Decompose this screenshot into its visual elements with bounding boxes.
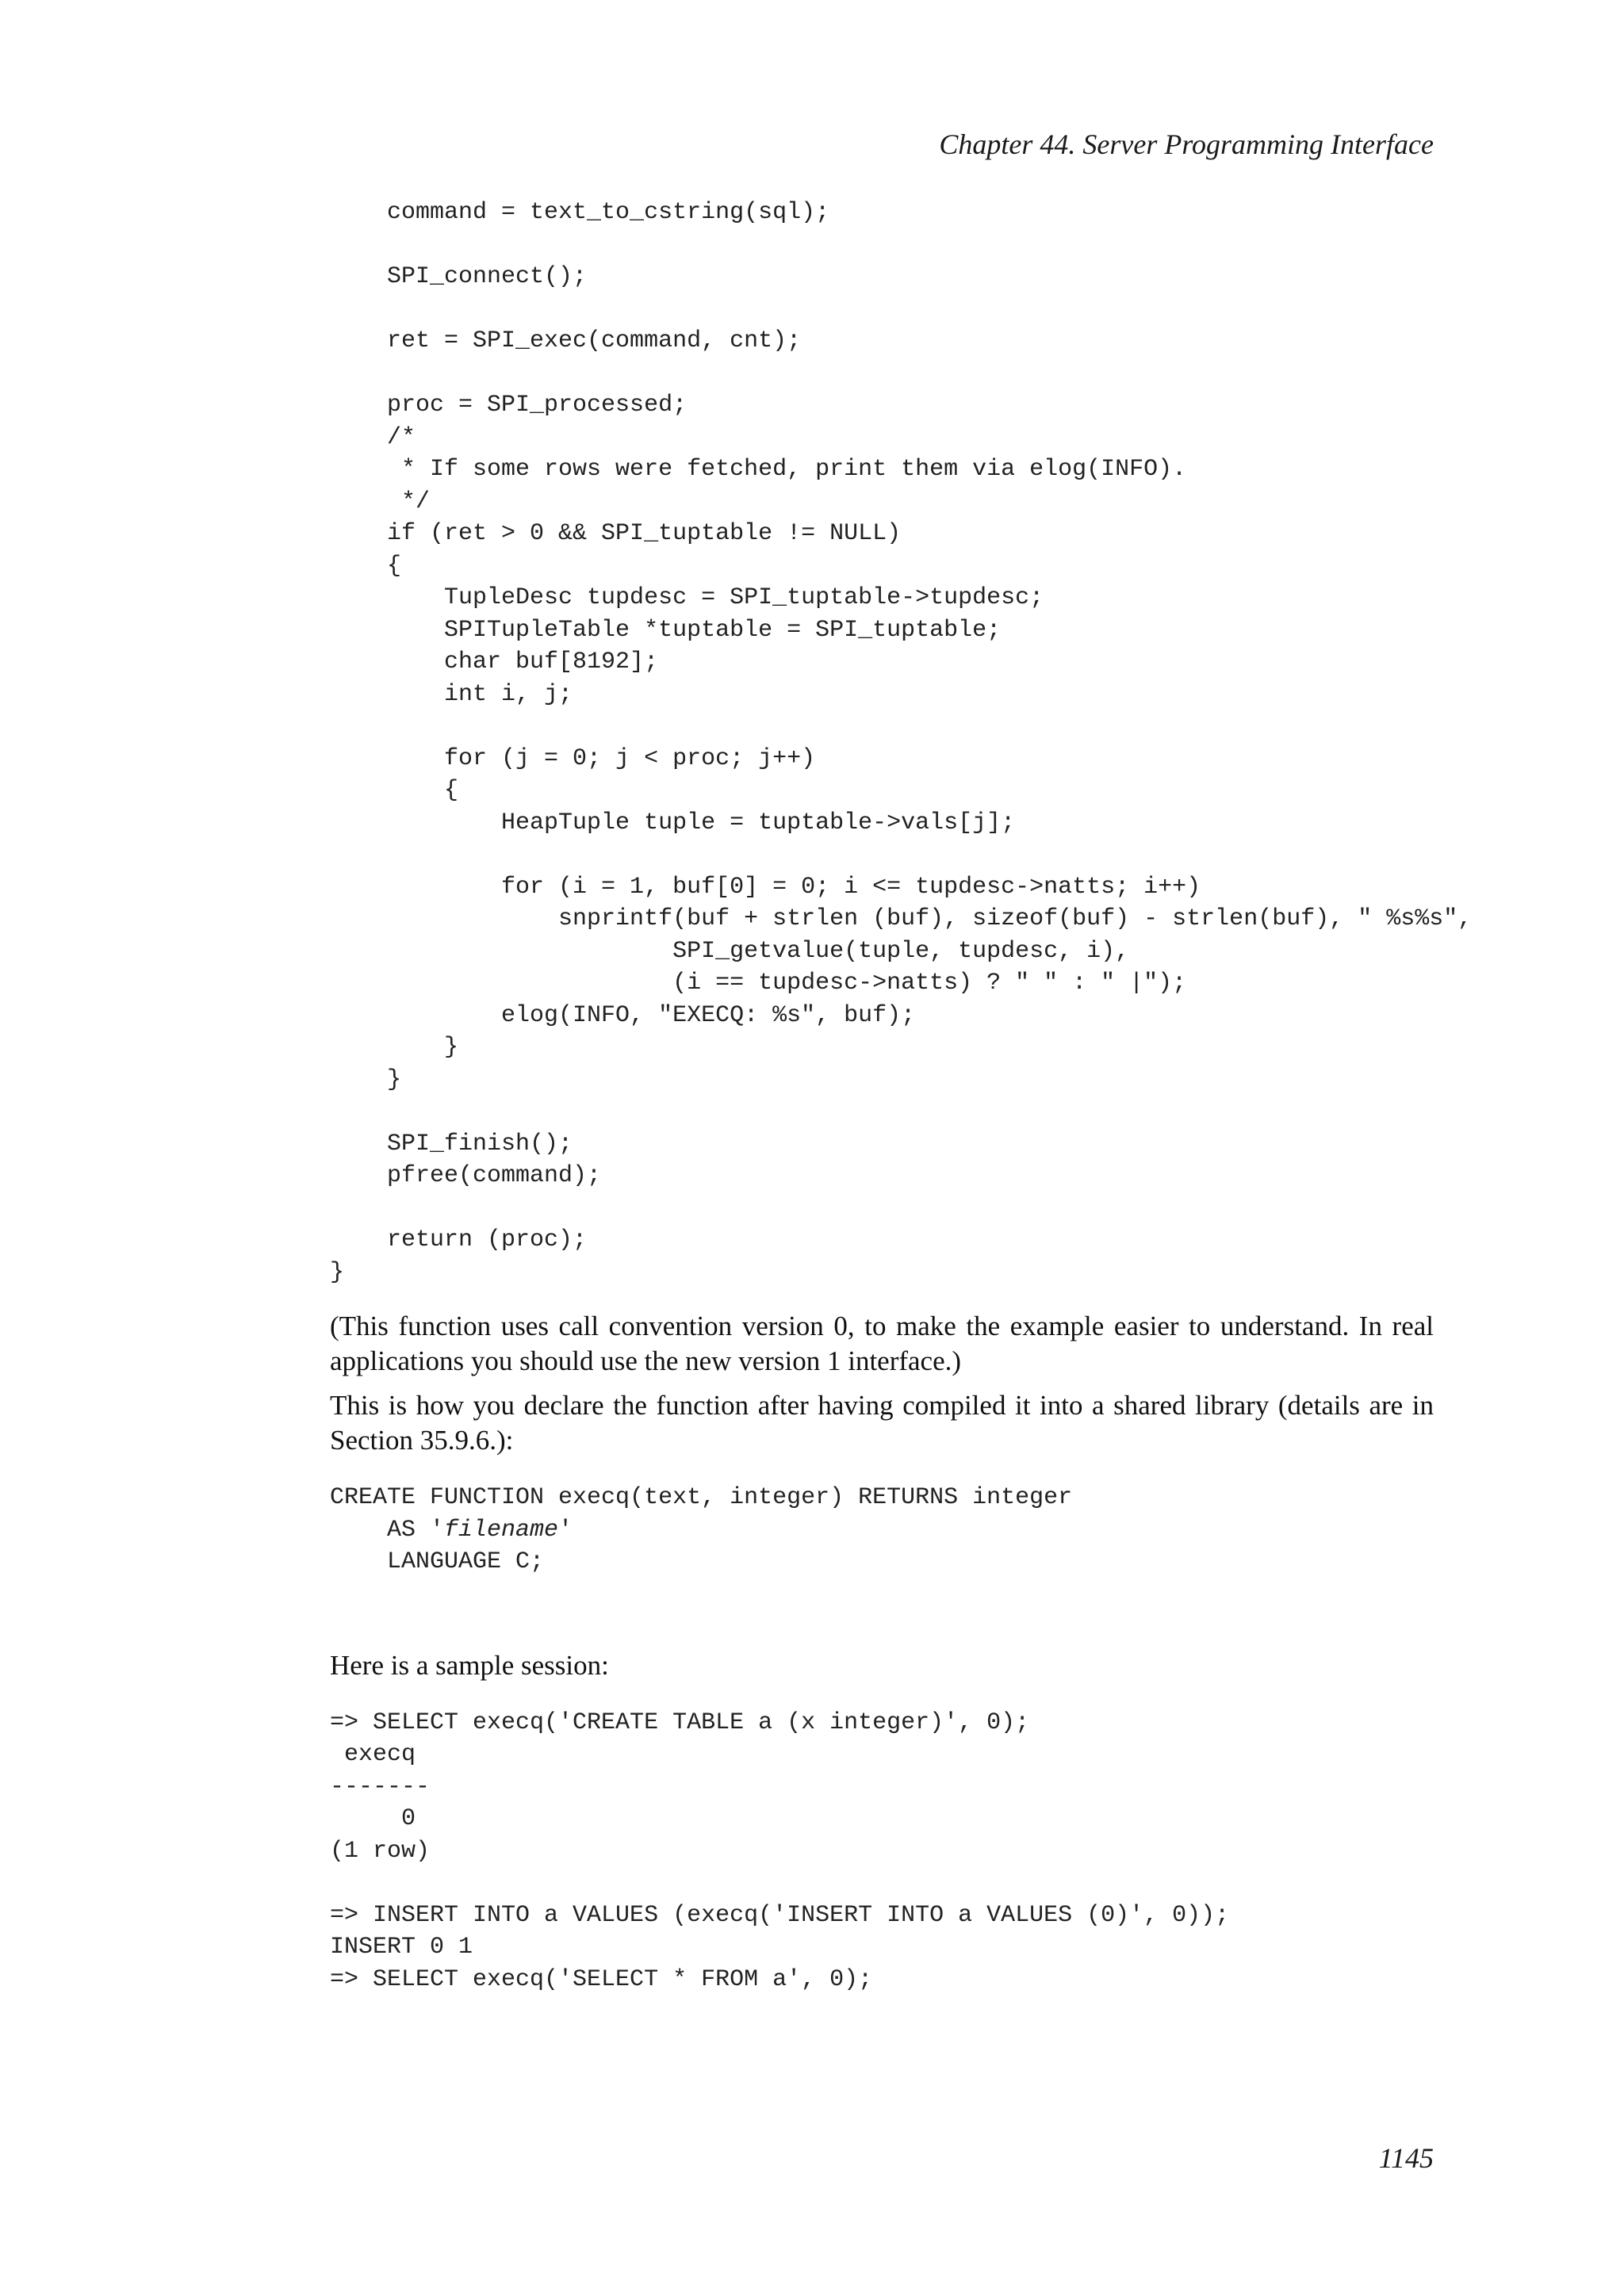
filename-placeholder: filename (444, 1516, 559, 1544)
create-function-code-listing (330, 1482, 1434, 1578)
code-line: } (330, 1066, 402, 1093)
code-line: SPI_finish(); (330, 1130, 573, 1158)
code-line: int i, j; (330, 680, 573, 708)
code-line: pfree(command); (330, 1162, 602, 1189)
page-number: 1145 (1378, 2142, 1434, 2174)
code-line: char buf[8192]; (330, 649, 659, 675)
code-line: SPI_getvalue(tuple, tupdesc, i), (330, 937, 1130, 965)
code-line: return (proc); (330, 1226, 588, 1253)
c-function-code-listing (330, 197, 1473, 1288)
code-line: SPI_connect(); (330, 263, 588, 290)
code-line: elog(INFO, "EXECQ: %s", buf); (330, 1001, 916, 1029)
code-line: ------- (330, 1773, 431, 1800)
code-line: SPITupleTable *tuptable = SPI_tuptable; (330, 616, 1002, 644)
running-header: Chapter 44. Server Programming Interface (939, 128, 1434, 160)
code-line: (i == tupdesc->natts) ? " " : " |"); (330, 970, 1187, 997)
code-line: execq (330, 1741, 416, 1768)
code-line: ret = SPI_exec(command, cnt); (330, 327, 802, 354)
as-clause-suffix: ' (558, 1516, 573, 1544)
code-line: snprintf(buf + strlen (buf), sizeof(buf) - strlen(buf), " %s%s", (330, 905, 1473, 932)
code-line: => INSERT INTO a VALUES (execq('INSERT INTO a VALUES (0)', 0)); (330, 1901, 1230, 1929)
page-content (330, 197, 1473, 1996)
sample-session-intro: Here is a sample session: (330, 1649, 609, 1681)
code-line: TupleDesc tupdesc = SPI_tuptable->tupdesc; (330, 584, 1044, 611)
code-line: { (330, 552, 402, 580)
code-line: * If some rows were fetched, print them via elog(INFO). (330, 456, 1187, 483)
code-line: HeapTuple tuple = tuptable->vals[j]; (330, 809, 1016, 836)
code-line: if (ret > 0 && SPI_tuptable != NULL) (330, 520, 902, 547)
create-function-line: CREATE FUNCTION execq(text, integer) RETURNS integer (330, 1484, 1073, 1511)
code-line: for (i = 1, buf[0] = 0; i <= tupdesc->natts; i++) (330, 873, 1201, 901)
code-line: for (j = 0; j < proc; j++) (330, 744, 816, 772)
code-line: 0 (330, 1805, 416, 1832)
code-line: */ (330, 488, 431, 515)
declare-function-paragraph: This is how you declare the function after having compiled it into a shared library (details are in Section 35.9.6.): (330, 1390, 1434, 1456)
sample-session-code-listing (330, 1707, 1434, 1996)
call-convention-note: (This function uses call convention version 0, to make the example easier to understand. In real applications you should use the new version 1 interface.) (330, 1311, 1434, 1376)
code-line: } (330, 1034, 459, 1061)
code-line: } (330, 1258, 345, 1286)
as-clause-prefix: AS ' (330, 1516, 445, 1544)
code-line: /* (330, 423, 416, 451)
code-line: command = text_to_cstring(sql); (330, 199, 830, 226)
code-line: (1 row) (330, 1837, 431, 1865)
code-line: => SELECT execq('CREATE TABLE a (x integer)', 0); (330, 1709, 1030, 1736)
code-line: => SELECT execq('SELECT * FROM a', 0); (330, 1965, 873, 1993)
code-line: { (330, 777, 459, 804)
code-line: INSERT 0 1 (330, 1934, 473, 1961)
language-clause-line: LANGUAGE C; (330, 1548, 545, 1575)
code-line: proc = SPI_processed; (330, 392, 688, 419)
